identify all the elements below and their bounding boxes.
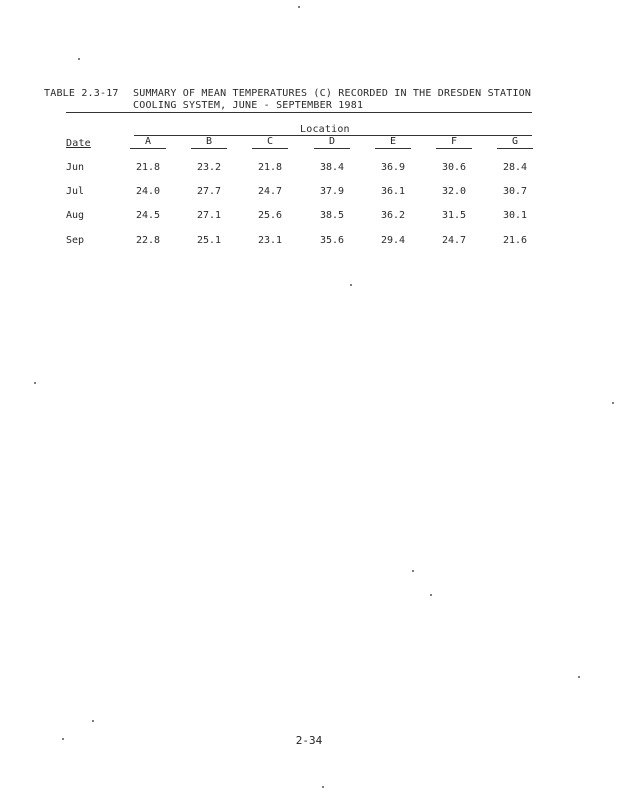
table-cell: 27.1 (196, 210, 222, 221)
column-header-underline (436, 148, 472, 149)
scan-speck (612, 402, 614, 404)
table-cell: 38.5 (319, 210, 345, 221)
scan-speck (78, 58, 80, 60)
row-label: Sep (66, 235, 85, 246)
table-caption-line1: SUMMARY OF MEAN TEMPERATURES (C) RECORDED IN THE DRESDEN STATION (133, 88, 532, 99)
column-header-f: F (450, 136, 458, 147)
table-cell: 22.8 (135, 235, 161, 246)
column-header-underline (314, 148, 350, 149)
table-cell: 37.9 (319, 186, 345, 197)
table-cell: 29.4 (380, 235, 406, 246)
table-cell: 21.6 (502, 235, 528, 246)
table-cell: 30.7 (502, 186, 528, 197)
table-cell: 23.2 (196, 162, 222, 173)
table-cell: 30.6 (441, 162, 467, 173)
table-cell: 30.1 (502, 210, 528, 221)
page-number: 2-34 (295, 734, 323, 747)
caption-underline (66, 112, 532, 113)
table-cell: 24.5 (135, 210, 161, 221)
row-label: Jul (66, 186, 85, 197)
table-cell: 36.1 (380, 186, 406, 197)
table-cell: 23.1 (257, 235, 283, 246)
table-cell: 24.7 (441, 235, 467, 246)
location-header: Location (300, 124, 350, 135)
column-header-underline (130, 148, 166, 149)
scan-speck (412, 570, 414, 572)
scan-speck (578, 676, 580, 678)
table-cell: 27.7 (196, 186, 222, 197)
scan-speck (92, 720, 94, 722)
table-cell: 25.1 (196, 235, 222, 246)
table-cell: 21.8 (135, 162, 161, 173)
table-cell: 21.8 (257, 162, 283, 173)
table-cell: 36.2 (380, 210, 406, 221)
table-cell: 24.0 (135, 186, 161, 197)
scan-speck (350, 284, 352, 286)
table-cell: 24.7 (257, 186, 283, 197)
table-cell: 38.4 (319, 162, 345, 173)
row-label: Aug (66, 210, 85, 221)
table-caption-id: TABLE 2.3-17 (44, 88, 119, 99)
column-header-underline (375, 148, 411, 149)
scan-speck (430, 594, 432, 596)
table-cell: 28.4 (502, 162, 528, 173)
column-header-underline (497, 148, 533, 149)
column-header-a: A (144, 136, 152, 147)
column-header-g: G (511, 136, 519, 147)
row-label: Jun (66, 162, 85, 173)
column-header-b: B (205, 136, 213, 147)
date-header: Date (66, 138, 91, 149)
column-header-c: C (266, 136, 274, 147)
table-cell: 32.0 (441, 186, 467, 197)
column-header-underline (252, 148, 288, 149)
table-cell: 35.6 (319, 235, 345, 246)
column-header-underline (191, 148, 227, 149)
table-cell: 31.5 (441, 210, 467, 221)
table-cell: 36.9 (380, 162, 406, 173)
column-header-d: D (328, 136, 336, 147)
table-caption-line2: COOLING SYSTEM, JUNE - SEPTEMBER 1981 (133, 100, 364, 111)
scan-speck (322, 786, 324, 788)
scan-speck (298, 6, 300, 8)
table-cell: 25.6 (257, 210, 283, 221)
scan-speck (34, 382, 36, 384)
column-header-e: E (389, 136, 397, 147)
